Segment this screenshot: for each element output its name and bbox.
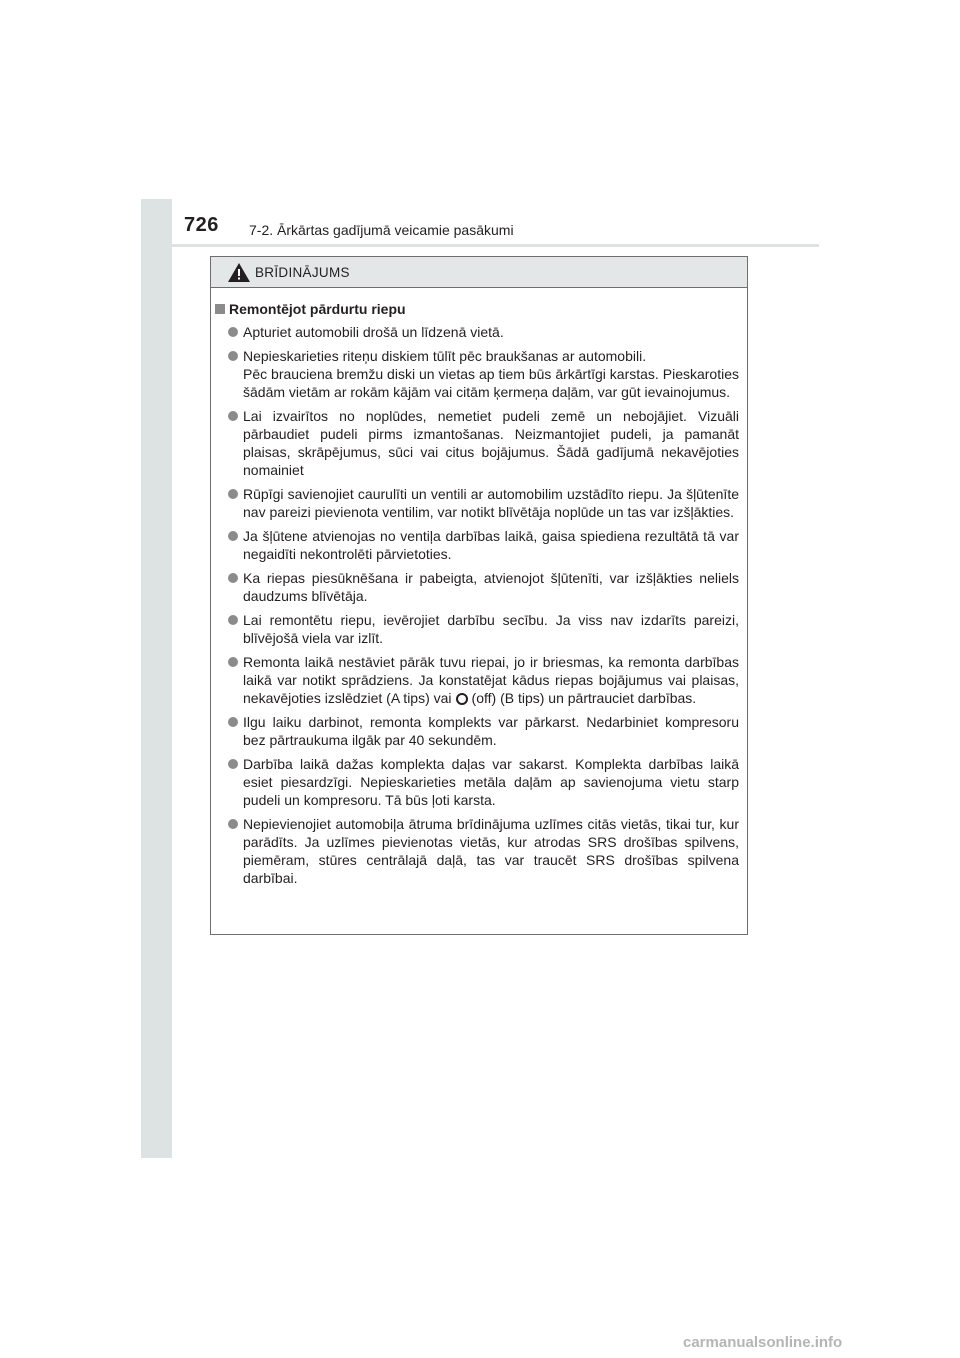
- list-item: Nepieskarieties riteņu diskiem tūlīt pēc braukšanas ar automobili. Pēc brauciena bremžu diski un vietas ap tiem būs ārkārtīgi karstas. Pieskaroties šādām vietām ar rokām kājām vai citām ķermeņa daļām, var gūt ievainojumus.: [215, 347, 739, 401]
- list-item: Ka riepas piesūknēšana ir pabeigta, atvienojot šļūtenīti, var izšļākties neliels daudzums blīvētāja.: [215, 569, 739, 605]
- bullet-dot-icon: [228, 351, 238, 361]
- warning-box: [210, 256, 748, 935]
- power-off-icon: [456, 693, 468, 705]
- warning-title: BRĪDINĀJUMS: [255, 264, 350, 280]
- page-number: 726: [184, 214, 219, 236]
- bullet-dot-icon: [228, 531, 238, 541]
- warning-bullet-list: [215, 323, 739, 887]
- subheading-text: Remontējot pārdurtu riepu: [229, 301, 406, 317]
- header-rule: [141, 244, 819, 247]
- bullet-dot-icon: [228, 759, 238, 769]
- list-item: Lai remontētu riepu, ievērojiet darbību secību. Ja viss nav izdarīts pareizi, blīvējošā viela var izlīt.: [215, 611, 739, 647]
- list-item: Nepievienojiet automobiļa ātruma brīdinājuma uzlīmes citās vietās, tikai tur, kur parādīts. Ja uzlīmes pievienotas vietās, kur atrodas SRS drošības spilvens, piemēram, stūres centrālajā daļā, tas var traucēt SRS drošības spilvena darbībai.: [215, 815, 739, 887]
- warning-subheading: [215, 301, 739, 317]
- warning-header: [211, 257, 747, 288]
- list-item: Rūpīgi savienojiet caurulīti un ventili ar automobilim uzstādīto riepu. Ja šļūtenīte nav pareizi pievienota ventilim, var notikt blīvētāja noplūde un tas var izšļākties.: [215, 485, 739, 521]
- bullet-dot-icon: [228, 411, 238, 421]
- list-item: Lai izvairītos no noplūdes, nemetiet pudeli zemē un nebojājiet. Vizuāli pārbaudiet pudeli pirms izmantošanas. Neizmantojiet pudeli, ja pamanāt plaisas, skrāpējumus, sūci vai citus bojājumus. Šādā gadījumā nekavējoties nomainiet: [215, 407, 739, 479]
- side-margin-strip: [141, 199, 172, 1158]
- list-item: Darbība laikā dažas komplekta daļas var sakarst. Komplekta darbības laikā esiet piesardzīgi. Nepieskarieties metāla daļām ap savienojuma vietu starp pudeli un kompresoru. Tā būs ļoti karsta.: [215, 755, 739, 809]
- warning-triangle-icon: [227, 262, 251, 283]
- bullet-dot-icon: [228, 819, 238, 829]
- list-item: Remonta laikā nestāviet pārāk tuvu riepai, jo ir briesmas, ka remonta darbības laikā var notikt sprādziens. Ja konstatējat kādus riepas bojājumus vai plaisas, nekavējoties izslēdziet (A tips) vai (off) (B tips) un pārtrauciet darbības.: [215, 653, 739, 707]
- warning-body: [211, 288, 747, 887]
- list-item: Ilgu laiku darbinot, remonta komplekts var pārkarst. Nedarbiniet kompresoru bez pārtraukuma ilgāk par 40 sekundēm.: [215, 713, 739, 749]
- bullet-dot-icon: [228, 573, 238, 583]
- bullet-dot-icon: [228, 615, 238, 625]
- section-title: 7-2. Ārkārtas gadījumā veicamie pasākumi: [249, 222, 514, 238]
- square-bullet-icon: [215, 304, 225, 314]
- bullet-dot-icon: [228, 657, 238, 667]
- list-item: Ja šļūtene atvienojas no ventiļa darbības laikā, gaisa spiediena rezultātā tā var negaidīti nekontrolēti pārvietoties.: [215, 527, 739, 563]
- list-item: Apturiet automobili drošā un līdzenā vietā.: [215, 323, 739, 341]
- watermark: carmanualsonline.info: [683, 1334, 843, 1351]
- bullet-dot-icon: [228, 717, 238, 727]
- bullet-dot-icon: [228, 489, 238, 499]
- bullet-dot-icon: [228, 327, 238, 337]
